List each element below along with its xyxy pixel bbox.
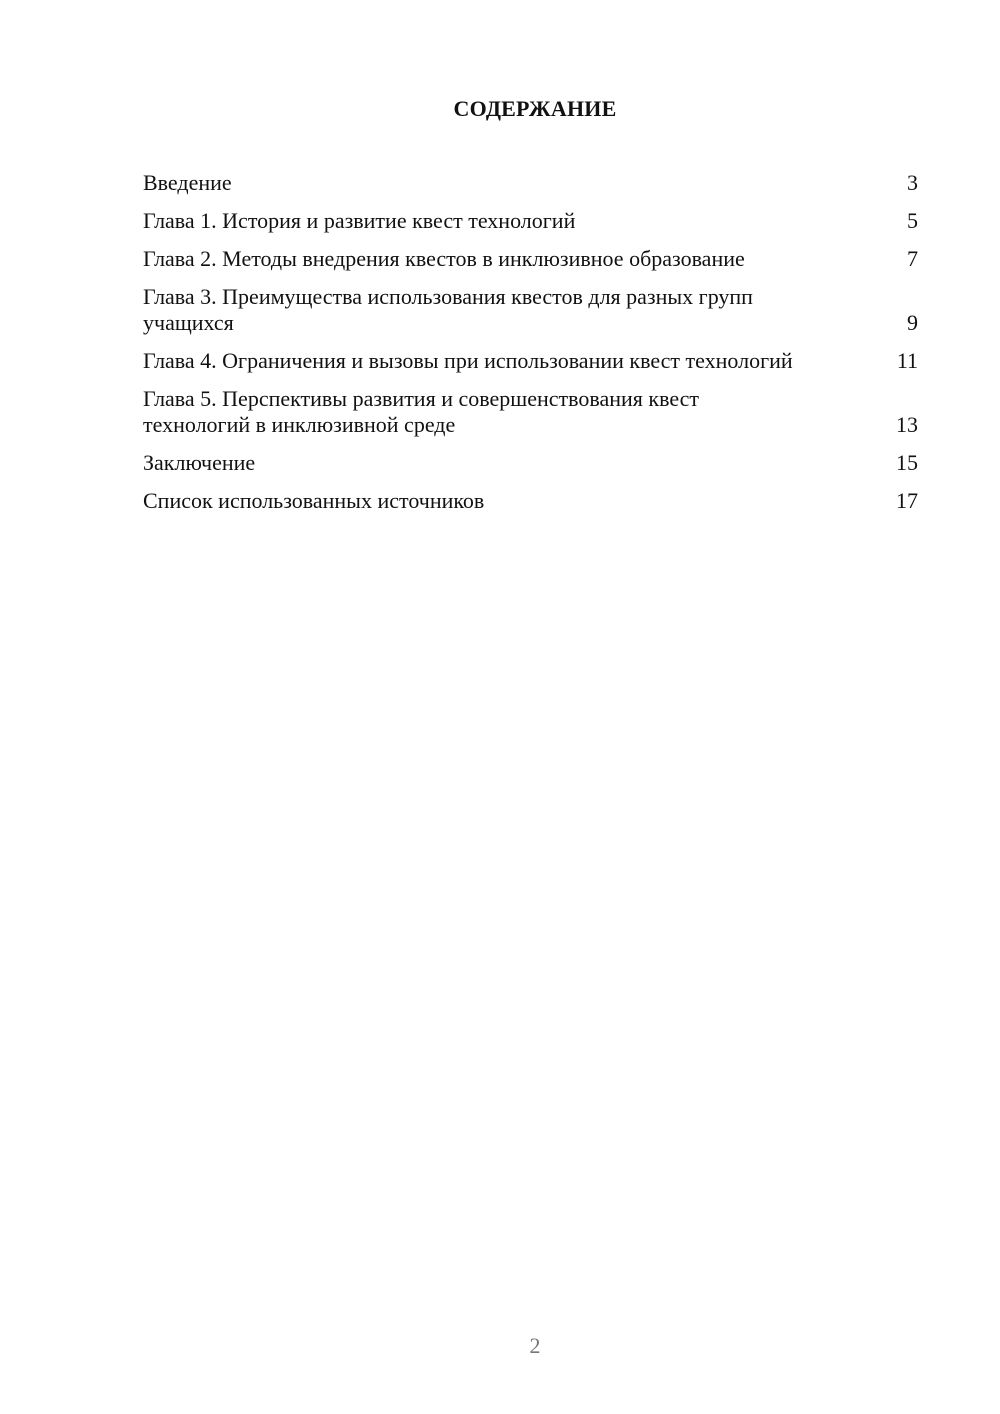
toc-entry-page: 3 <box>907 170 918 195</box>
toc-entry-text: Заключение <box>143 450 256 475</box>
toc-entry-page: 17 <box>896 488 918 513</box>
toc-entry-page: 15 <box>896 450 918 475</box>
toc-entry-text: Глава 5. Перспективы развития и совершенствования квест технологий в инклюзивной среде <box>143 386 700 437</box>
toc-entry-introduction <box>143 170 918 196</box>
toc-entry-page: 13 <box>896 412 918 437</box>
toc-entry-chapter-2 <box>143 246 918 272</box>
toc-entry-page: 5 <box>907 208 918 233</box>
toc-entry-page: 11 <box>896 348 918 373</box>
toc-entry-chapter-5 <box>143 386 918 438</box>
toc-entry-page: 7 <box>907 246 918 271</box>
toc-entry-chapter-4 <box>143 348 918 374</box>
toc-entry-text: Глава 4. Ограничения и вызовы при использовании квест технологий <box>143 348 793 373</box>
page-title: СОДЕРЖАНИЕ <box>453 96 617 121</box>
page-number: 2 <box>529 1333 541 1358</box>
toc-entry-references <box>143 488 918 514</box>
toc-entry-text: Глава 2. Методы внедрения квестов в инклюзивное образование <box>143 246 745 271</box>
toc-entry-page: 9 <box>907 310 918 335</box>
toc-entry-text: Список использованных источников <box>143 488 485 513</box>
toc-entry-conclusion <box>143 450 918 476</box>
toc-entry-text: Глава 1. История и развитие квест технологий <box>143 208 576 233</box>
toc-entry-text: Введение <box>143 170 232 195</box>
table-of-contents <box>143 170 918 526</box>
toc-entry-chapter-1 <box>143 208 918 234</box>
toc-entry-text: Глава 3. Преимущества использования квестов для разных групп учащихся <box>143 284 753 335</box>
toc-entry-chapter-3 <box>143 284 918 336</box>
